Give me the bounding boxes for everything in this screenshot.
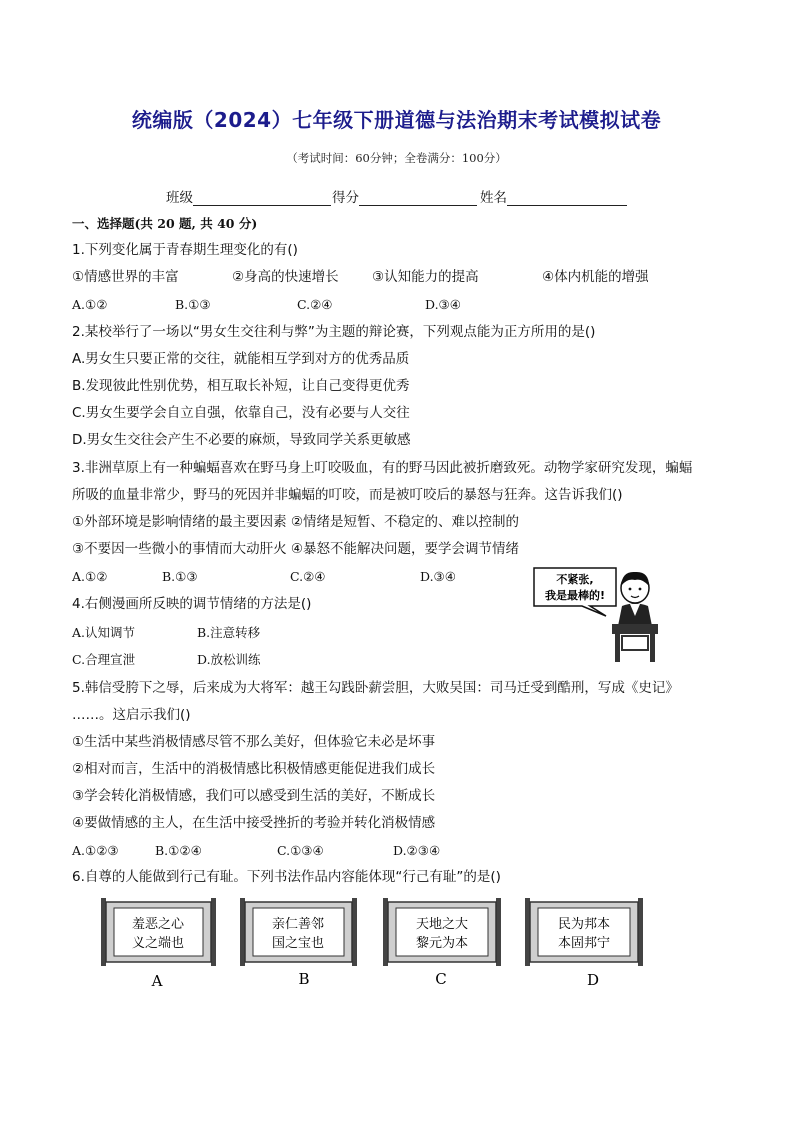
scroll-d-letter: D bbox=[586, 971, 600, 989]
q5-stem-line-2: ……。这启示我们() bbox=[72, 707, 191, 723]
name-label: 姓名 bbox=[480, 190, 507, 206]
scroll-a-letter: A bbox=[151, 972, 163, 990]
q3-option-b: B.①③ bbox=[162, 569, 198, 584]
q1-item: ②身高的快速增长 bbox=[232, 269, 339, 285]
scroll-a-line-2: 义之端也 bbox=[131, 936, 185, 951]
q1-stem: 1.下列变化属于青春期生理变化的有() bbox=[72, 242, 298, 258]
name-field bbox=[480, 186, 627, 206]
q3-option-d: D.③④ bbox=[420, 569, 456, 584]
score-label: 得分 bbox=[332, 190, 359, 206]
q2-option-a: A.男女生只要正常的交往，就能相互学到对方的优秀品质 bbox=[72, 351, 410, 367]
q5-option-c: C.①③④ bbox=[277, 843, 324, 858]
q5-item: ④要做情感的主人，在生活中接受挫折的考验并转化消极情感 bbox=[72, 815, 436, 831]
bubble-line-2: 我是最棒的! bbox=[544, 589, 606, 602]
q1-option-b: B.①③ bbox=[175, 297, 211, 312]
q1-option-a: A.①② bbox=[72, 297, 108, 312]
score-blank bbox=[359, 191, 477, 206]
exam-info: （考试时间：60分钟；全卷满分：100分） bbox=[286, 151, 507, 165]
scroll-c-line-1: 天地之大 bbox=[415, 917, 469, 932]
q3-items-line-2: ③不要因一些微小的事情而大动肝火 ④暴怒不能解决问题，要学会调节情绪 bbox=[72, 541, 519, 557]
name-blank bbox=[507, 191, 627, 206]
q1-item: ①情感世界的丰富 bbox=[72, 269, 179, 285]
q1-item: ④体内机能的增强 bbox=[542, 269, 649, 285]
q4-option-b: B.注意转移 bbox=[197, 625, 261, 640]
q4-option-d: D.放松训练 bbox=[197, 652, 261, 667]
desk-icon bbox=[612, 624, 658, 662]
scroll-c-letter: C bbox=[435, 970, 447, 988]
q3-option-a: A.①② bbox=[72, 569, 108, 584]
scroll-d-line-2: 本固邦宁 bbox=[557, 936, 611, 951]
scroll-b-letter: B bbox=[298, 970, 310, 988]
bubble-line-1: 不紧张, bbox=[556, 573, 594, 586]
scroll-c bbox=[383, 898, 501, 988]
student-icon bbox=[618, 572, 652, 626]
q4-option-c: C.合理宣泄 bbox=[72, 652, 136, 667]
class-label: 班级 bbox=[166, 190, 193, 206]
q3-stem-line-2: 所吸的血量非常少，野马的死因并非蝙蝠的叮咬，而是被叮咬后的暴怒与狂奔。这告诉我们() bbox=[72, 487, 623, 503]
q4-option-a: A.认知调节 bbox=[72, 625, 136, 640]
scroll-b-line-1: 亲仁善邻 bbox=[271, 917, 325, 932]
q1-option-d: D.③④ bbox=[425, 297, 461, 312]
page-title: 统编版（2024）七年级下册道德与法治期末考试模拟试卷 bbox=[131, 108, 662, 132]
q5-item: ③学会转化消极情感，我们可以感受到生活的美好，不断成长 bbox=[72, 788, 436, 804]
q3-stem-line-1: 3.非洲草原上有一种蝙蝠喜欢在野马身上叮咬吸血，有的野马因此被折磨致死。动物学家研究发现，蝙蝠 bbox=[72, 460, 693, 476]
scroll-c-line-2: 黎元为本 bbox=[415, 936, 469, 951]
q5-item: ①生活中某些消极情感尽管不那么美好，但体验它未必是坏事 bbox=[72, 734, 436, 750]
q2-option-b: B.发现彼此性别优势，相互取长补短，让自己变得更优秀 bbox=[72, 378, 410, 394]
scroll-a-line-1: 羞恶之心 bbox=[131, 917, 185, 932]
q5-option-b: B.①②④ bbox=[155, 843, 202, 858]
scroll-a bbox=[101, 898, 216, 990]
calligraphy-scrolls bbox=[100, 896, 660, 996]
scroll-b-line-2: 国之宝也 bbox=[271, 936, 325, 951]
q3-items-line-1: ①外部环境是影响情绪的最主要因素 ②情绪是短暂、不稳定的、难以控制的 bbox=[72, 514, 519, 530]
q2-option-d: D.男女生交往会产生不必要的麻烦，导致同学关系更敏感 bbox=[72, 432, 411, 448]
q5-option-a: A.①②③ bbox=[72, 843, 119, 858]
section-heading: 一、选择题(共 20 题, 共 40 分) bbox=[72, 216, 258, 231]
score-field bbox=[332, 186, 477, 206]
q1-item: ③认知能力的提高 bbox=[372, 269, 479, 285]
cartoon-figure bbox=[532, 566, 660, 666]
scroll-d-line-1: 民为邦本 bbox=[557, 917, 611, 932]
q5-stem-line-1: 5.韩信受胯下之辱，后来成为大将军：越王勾践卧薪尝胆，大败吴国：司马迁受到酷刑，写成《史记》 bbox=[72, 680, 679, 696]
scroll-b bbox=[240, 898, 357, 988]
q5-item: ②相对而言，生活中的消极情感比积极情感更能促进我们成长 bbox=[72, 761, 436, 777]
q2-stem: 2.某校举行了一场以“男女生交往利与弊”为主题的辩论赛，下列观点能为正方所用的是() bbox=[72, 324, 596, 340]
class-field bbox=[166, 186, 331, 206]
q1-option-c: C.②④ bbox=[297, 297, 333, 312]
scroll-d bbox=[525, 898, 643, 989]
q5-option-d: D.②③④ bbox=[393, 843, 441, 858]
q3-option-c: C.②④ bbox=[290, 569, 326, 584]
q4-stem: 4.右侧漫画所反映的调节情绪的方法是() bbox=[72, 596, 312, 612]
q6-stem: 6.自尊的人能做到行己有耻。下列书法作品内容能体现“行己有耻”的是() bbox=[72, 869, 501, 885]
q2-option-c: C.男女生要学会自立自强，依靠自己，没有必要与人交往 bbox=[72, 405, 410, 421]
class-blank bbox=[193, 191, 331, 206]
